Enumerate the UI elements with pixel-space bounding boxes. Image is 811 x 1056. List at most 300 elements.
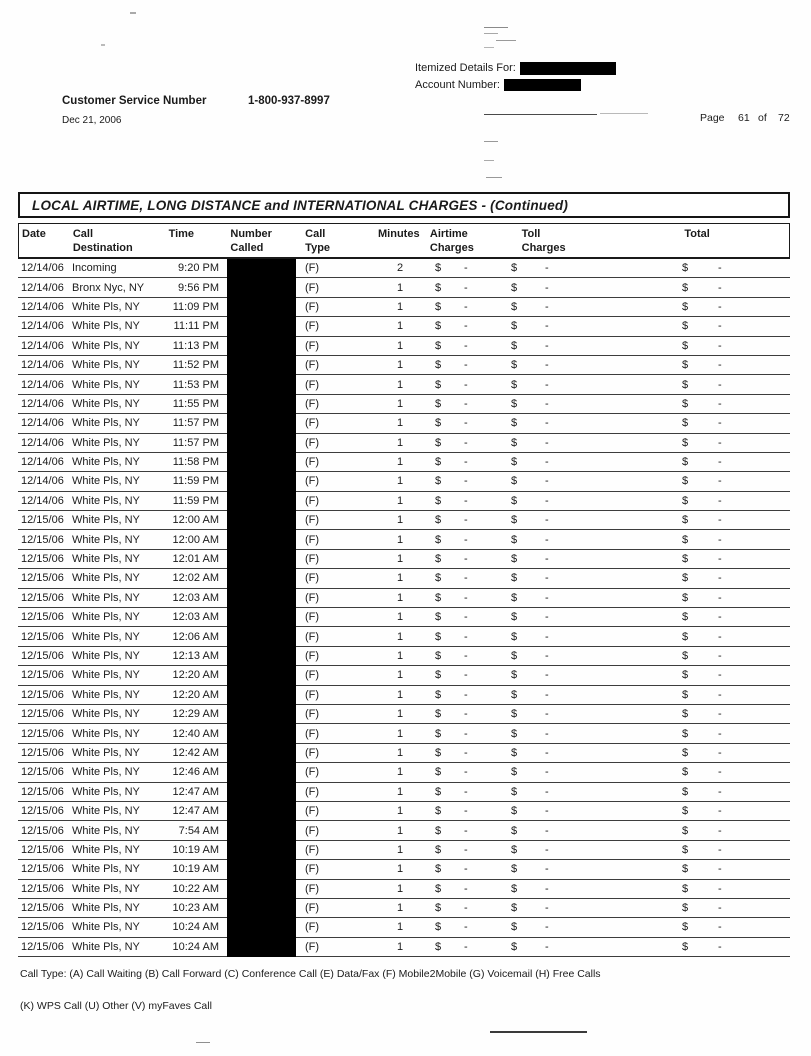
scan-artifact: [484, 141, 498, 142]
airtime-amount: -: [464, 766, 468, 779]
toll-amount: -: [545, 940, 549, 953]
cell-call-type: (F): [305, 572, 320, 585]
currency-symbol: $: [435, 650, 442, 662]
airtime-amount: -: [464, 630, 468, 643]
currency-symbol: $: [435, 553, 442, 566]
cell-call-type: (F): [305, 262, 320, 275]
total-amount: -: [718, 824, 722, 837]
currency-symbol: $: [682, 940, 689, 953]
toll-amount: -: [545, 475, 549, 488]
cell-call-type: (F): [305, 940, 320, 953]
scan-artifact: [130, 12, 136, 14]
toll-amount: -: [545, 650, 549, 662]
currency-symbol: $: [435, 533, 442, 546]
total-amount: -: [718, 708, 722, 721]
total-amount: -: [718, 300, 722, 313]
cell-total: [613, 592, 790, 604]
airtime-amount: -: [464, 553, 468, 566]
currency-symbol: $: [435, 339, 442, 352]
cell-date: 12/15/06: [21, 708, 64, 721]
currency-symbol: $: [435, 611, 442, 624]
cell-destination: White Pls, NY: [72, 708, 140, 721]
cell-airtime-charges: [420, 340, 508, 352]
toll-amount: -: [545, 669, 549, 682]
toll-amount: -: [545, 300, 549, 313]
cell-total: [613, 921, 790, 933]
currency-symbol: $: [511, 436, 518, 449]
currency-symbol: $: [511, 572, 518, 585]
cell-date: 12/15/06: [21, 630, 64, 643]
cell-minutes: 1: [396, 824, 404, 837]
toll-amount: -: [545, 766, 549, 779]
currency-symbol: $: [511, 727, 518, 740]
toll-amount: -: [545, 727, 549, 740]
cell-time: 12:02 AM: [172, 572, 219, 585]
cell-time: 12:29 AM: [172, 708, 219, 721]
currency-symbol: $: [682, 669, 689, 682]
cell-minutes: 1: [396, 611, 404, 624]
table-header-row: [18, 223, 790, 259]
currency-symbol: $: [435, 882, 442, 895]
cell-destination: White Pls, NY: [72, 611, 140, 624]
cell-destination: White Pls, NY: [72, 591, 140, 604]
toll-amount: -: [545, 902, 549, 915]
cell-time: 11:57 PM: [172, 436, 219, 449]
cell-airtime-charges: [420, 650, 508, 662]
charges-table: [18, 192, 790, 957]
cell-destination: Bronx Nyc, NY: [72, 281, 145, 294]
cell-call-type: (F): [305, 514, 320, 527]
cell-minutes: 1: [396, 785, 404, 798]
cell-time: 12:46 AM: [172, 766, 219, 779]
currency-symbol: $: [435, 843, 442, 856]
airtime-amount: -: [464, 746, 468, 759]
currency-symbol: $: [511, 611, 518, 624]
call-type-legend-line1: Call Type: (A) Call Waiting (B) Call Forward (C) Conference Call (E) Data/Fax (F) Mobile2Mobile (G) Voicemail (H) Free Calls: [20, 968, 601, 980]
cell-toll-charges: [508, 611, 613, 623]
currency-symbol: $: [682, 708, 689, 721]
cell-minutes: 1: [396, 320, 404, 333]
cell-call-type: (F): [305, 688, 320, 701]
cell-date: 12/15/06: [21, 824, 64, 837]
currency-symbol: $: [682, 746, 689, 759]
cell-toll-charges: [508, 553, 613, 565]
cell-minutes: 1: [396, 475, 404, 488]
header-call-type: [302, 227, 358, 257]
currency-symbol: $: [435, 456, 442, 469]
cell-destination: White Pls, NY: [72, 843, 140, 856]
currency-symbol: $: [682, 882, 689, 895]
total-amount: -: [718, 456, 722, 469]
cell-airtime-charges: [420, 844, 508, 856]
cell-time: 7:54 AM: [178, 824, 219, 837]
cell-date: 12/15/06: [21, 669, 64, 682]
cell-total: [613, 689, 790, 701]
table-row: [18, 666, 790, 685]
cell-minutes: 1: [396, 843, 404, 856]
total-amount: -: [718, 553, 722, 566]
cell-airtime-charges: [420, 475, 508, 487]
header-line: Called: [230, 242, 264, 254]
cell-destination: White Pls, NY: [72, 436, 140, 449]
cell-destination: White Pls, NY: [72, 766, 140, 779]
currency-symbol: $: [511, 843, 518, 856]
cell-toll-charges: [508, 902, 613, 914]
cell-airtime-charges: [420, 301, 508, 313]
cell-airtime-charges: [420, 786, 508, 798]
cell-toll-charges: [508, 475, 613, 487]
cell-toll-charges: [508, 728, 613, 740]
table-row: [18, 298, 790, 317]
cell-destination: White Pls, NY: [72, 669, 140, 682]
cell-toll-charges: [508, 883, 613, 895]
cell-airtime-charges: [420, 669, 508, 681]
currency-symbol: $: [435, 300, 442, 313]
cell-total: [613, 301, 790, 313]
currency-symbol: $: [511, 591, 518, 604]
cell-minutes: 1: [396, 417, 404, 430]
cell-date: 12/15/06: [21, 553, 64, 566]
cell-toll-charges: [508, 262, 613, 274]
cell-date: 12/15/06: [21, 921, 64, 934]
cell-minutes: 1: [396, 494, 404, 507]
currency-symbol: $: [682, 417, 689, 430]
total-amount: -: [718, 359, 722, 372]
toll-amount: -: [545, 591, 549, 604]
cell-time: 12:01 AM: [172, 553, 219, 566]
cell-time: 11:59 PM: [172, 494, 219, 507]
cell-destination: White Pls, NY: [72, 746, 140, 759]
cell-airtime-charges: [420, 941, 508, 953]
cell-call-type: (F): [305, 378, 320, 391]
currency-symbol: $: [435, 708, 442, 721]
cell-minutes: 1: [396, 591, 404, 604]
cell-minutes: 1: [396, 359, 404, 372]
cell-toll-charges: [508, 340, 613, 352]
currency-symbol: $: [511, 921, 518, 934]
currency-symbol: $: [511, 553, 518, 566]
total-amount: -: [718, 746, 722, 759]
cell-toll-charges: [508, 379, 613, 391]
cell-total: [613, 262, 790, 274]
table-row: [18, 414, 790, 433]
cell-time: 11:11 PM: [173, 320, 219, 333]
cell-date: 12/14/06: [21, 359, 64, 372]
currency-symbol: $: [435, 262, 442, 275]
airtime-amount: -: [464, 650, 468, 662]
cell-toll-charges: [508, 631, 613, 643]
cell-time: 11:53 PM: [172, 378, 219, 391]
cell-toll-charges: [508, 301, 613, 313]
cell-time: 12:00 AM: [172, 533, 219, 546]
currency-symbol: $: [435, 824, 442, 837]
currency-symbol: $: [435, 417, 442, 430]
currency-symbol: $: [435, 281, 442, 294]
total-amount: -: [718, 262, 722, 275]
cell-date: 12/14/06: [21, 436, 64, 449]
toll-amount: -: [545, 882, 549, 895]
table-row: [18, 705, 790, 724]
cell-call-type: (F): [305, 669, 320, 682]
cell-destination: White Pls, NY: [72, 863, 140, 876]
cell-total: [613, 805, 790, 817]
table-row: [18, 608, 790, 627]
currency-symbol: $: [682, 300, 689, 313]
cell-total: [613, 786, 790, 798]
currency-symbol: $: [682, 475, 689, 488]
total-amount: -: [718, 902, 722, 915]
cell-time: 11:09 PM: [172, 300, 219, 313]
cell-destination: White Pls, NY: [72, 514, 140, 527]
cell-toll-charges: [508, 495, 613, 507]
toll-amount: -: [545, 843, 549, 856]
cell-total: [613, 320, 790, 332]
cell-date: 12/14/06: [21, 281, 64, 294]
table-row: [18, 317, 790, 336]
cell-airtime-charges: [420, 766, 508, 778]
page-indicator: [700, 112, 790, 124]
currency-symbol: $: [511, 882, 518, 895]
header-line: Toll: [521, 228, 541, 240]
toll-amount: -: [545, 746, 549, 759]
cell-destination: White Pls, NY: [72, 456, 140, 469]
header-line: Type: [305, 242, 331, 254]
cell-total: [613, 611, 790, 623]
airtime-amount: -: [464, 436, 468, 449]
cell-time: 9:20 PM: [178, 262, 219, 275]
currency-symbol: $: [435, 359, 442, 372]
toll-amount: -: [545, 805, 549, 818]
currency-symbol: $: [682, 320, 689, 333]
scan-artifact: [484, 33, 498, 34]
currency-symbol: $: [511, 359, 518, 372]
cell-total: [613, 359, 790, 371]
cell-date: 12/15/06: [21, 766, 64, 779]
total-amount: -: [718, 320, 722, 333]
scan-artifact: [484, 160, 494, 161]
cell-minutes: 1: [396, 805, 404, 818]
total-amount: -: [718, 281, 722, 294]
customer-service-number: 1-800-937-8997: [248, 95, 330, 107]
header-date: [19, 227, 71, 257]
cell-date: 12/15/06: [21, 785, 64, 798]
cell-airtime-charges: [420, 883, 508, 895]
airtime-amount: -: [464, 882, 468, 895]
currency-symbol: $: [682, 863, 689, 876]
currency-symbol: $: [511, 300, 518, 313]
cell-date: 12/15/06: [21, 572, 64, 585]
cell-toll-charges: [508, 398, 613, 410]
currency-symbol: $: [682, 591, 689, 604]
cell-call-type: (F): [305, 591, 320, 604]
cell-date: 12/15/06: [21, 746, 64, 759]
cell-call-type: (F): [305, 746, 320, 759]
toll-amount: -: [545, 339, 549, 352]
total-amount: -: [718, 843, 722, 856]
header-minutes: [358, 227, 420, 257]
toll-amount: -: [545, 417, 549, 430]
cell-destination: White Pls, NY: [72, 475, 140, 488]
cell-minutes: 1: [396, 863, 404, 876]
cell-date: 12/15/06: [21, 650, 64, 662]
cell-date: 12/14/06: [21, 300, 64, 313]
cell-call-type: (F): [305, 553, 320, 566]
cell-call-type: (F): [305, 824, 320, 837]
cell-airtime-charges: [420, 262, 508, 274]
currency-symbol: $: [435, 630, 442, 643]
table-row: [18, 724, 790, 743]
header-line: Charges: [429, 242, 474, 254]
cell-time: 9:56 PM: [178, 281, 219, 294]
cell-date: 12/14/06: [21, 378, 64, 391]
currency-symbol: $: [435, 475, 442, 488]
cell-call-type: (F): [305, 456, 320, 469]
cell-minutes: 1: [396, 650, 404, 662]
airtime-amount: -: [464, 824, 468, 837]
cell-time: 10:22 AM: [172, 882, 219, 895]
cell-date: 12/14/06: [21, 320, 64, 333]
redacted-number-called-column: [227, 259, 296, 957]
cell-destination: White Pls, NY: [72, 940, 140, 953]
toll-amount: -: [545, 863, 549, 876]
cell-call-type: (F): [305, 863, 320, 876]
airtime-amount: -: [464, 921, 468, 934]
cell-destination: White Pls, NY: [72, 824, 140, 837]
toll-amount: -: [545, 320, 549, 333]
itemized-details-label: Itemized Details For:: [415, 62, 516, 74]
currency-symbol: $: [682, 902, 689, 915]
cell-total: [613, 669, 790, 681]
total-amount: -: [718, 611, 722, 624]
toll-amount: -: [545, 359, 549, 372]
currency-symbol: $: [511, 940, 518, 953]
currency-symbol: $: [682, 572, 689, 585]
cell-airtime-charges: [420, 553, 508, 565]
cell-call-type: (F): [305, 785, 320, 798]
cell-total: [613, 766, 790, 778]
airtime-amount: -: [464, 417, 468, 430]
cell-total: [613, 708, 790, 720]
cell-airtime-charges: [420, 437, 508, 449]
header-line: Total: [684, 228, 710, 240]
currency-symbol: $: [682, 494, 689, 507]
cell-time: 12:47 AM: [172, 805, 219, 818]
table-row: [18, 259, 790, 278]
cell-toll-charges: [508, 592, 613, 604]
cell-call-type: (F): [305, 436, 320, 449]
total-amount: -: [718, 669, 722, 682]
currency-symbol: $: [435, 397, 442, 410]
scan-artifact: [484, 47, 494, 48]
cell-airtime-charges: [420, 863, 508, 875]
toll-amount: -: [545, 262, 549, 275]
cell-toll-charges: [508, 805, 613, 817]
table-row: [18, 627, 790, 646]
cell-minutes: 1: [396, 300, 404, 313]
currency-symbol: $: [511, 378, 518, 391]
cell-toll-charges: [508, 534, 613, 546]
cell-time: 12:03 AM: [172, 591, 219, 604]
header-total: [612, 227, 789, 257]
cell-toll-charges: [508, 437, 613, 449]
cell-call-type: (F): [305, 708, 320, 721]
cell-destination: White Pls, NY: [72, 630, 140, 643]
cell-total: [613, 553, 790, 565]
scan-artifact: [486, 177, 502, 178]
total-amount: -: [718, 475, 722, 488]
cell-time: 12:20 AM: [172, 669, 219, 682]
toll-amount: -: [545, 572, 549, 585]
currency-symbol: $: [435, 378, 442, 391]
cell-time: 12:00 AM: [172, 514, 219, 527]
cell-toll-charges: [508, 747, 613, 759]
airtime-amount: -: [464, 533, 468, 546]
page-of-label: of: [758, 112, 767, 124]
table-row: [18, 550, 790, 569]
table-row: [18, 530, 790, 549]
cell-destination: White Pls, NY: [72, 553, 140, 566]
currency-symbol: $: [435, 320, 442, 333]
cell-destination: White Pls, NY: [72, 650, 140, 662]
cell-toll-charges: [508, 863, 613, 875]
currency-symbol: $: [511, 494, 518, 507]
cell-call-type: (F): [305, 281, 320, 294]
cell-call-type: (F): [305, 805, 320, 818]
cell-airtime-charges: [420, 921, 508, 933]
cell-call-type: (F): [305, 494, 320, 507]
header-line: Call: [305, 228, 326, 240]
toll-amount: -: [545, 553, 549, 566]
header-line: Charges: [521, 242, 566, 254]
currency-symbol: $: [511, 785, 518, 798]
airtime-amount: -: [464, 494, 468, 507]
total-amount: -: [718, 688, 722, 701]
airtime-amount: -: [464, 669, 468, 682]
cell-airtime-charges: [420, 456, 508, 468]
cell-call-type: (F): [305, 843, 320, 856]
redacted-customer-name: [520, 62, 616, 75]
cell-minutes: 1: [396, 533, 404, 546]
cell-time: 10:23 AM: [172, 902, 219, 915]
toll-amount: -: [545, 494, 549, 507]
cell-total: [613, 398, 790, 410]
airtime-amount: -: [464, 863, 468, 876]
cell-destination: White Pls, NY: [72, 688, 140, 701]
scan-artifact: [600, 113, 648, 114]
cell-total: [613, 456, 790, 468]
toll-amount: -: [545, 281, 549, 294]
cell-time: 11:52 PM: [172, 359, 219, 372]
total-amount: -: [718, 417, 722, 430]
total-amount: -: [718, 514, 722, 527]
currency-symbol: $: [511, 456, 518, 469]
cell-toll-charges: [508, 689, 613, 701]
cell-time: 11:58 PM: [172, 456, 219, 469]
account-number-label: Account Number:: [415, 79, 500, 91]
table-row: [18, 356, 790, 375]
toll-amount: -: [545, 378, 549, 391]
currency-symbol: $: [511, 863, 518, 876]
cell-call-type: (F): [305, 650, 320, 662]
cell-total: [613, 747, 790, 759]
table-row: [18, 492, 790, 511]
scan-artifact: [101, 44, 105, 46]
currency-symbol: $: [682, 514, 689, 527]
cell-toll-charges: [508, 669, 613, 681]
cell-call-type: (F): [305, 300, 320, 313]
airtime-amount: -: [464, 940, 468, 953]
header-line: Call: [72, 228, 94, 240]
